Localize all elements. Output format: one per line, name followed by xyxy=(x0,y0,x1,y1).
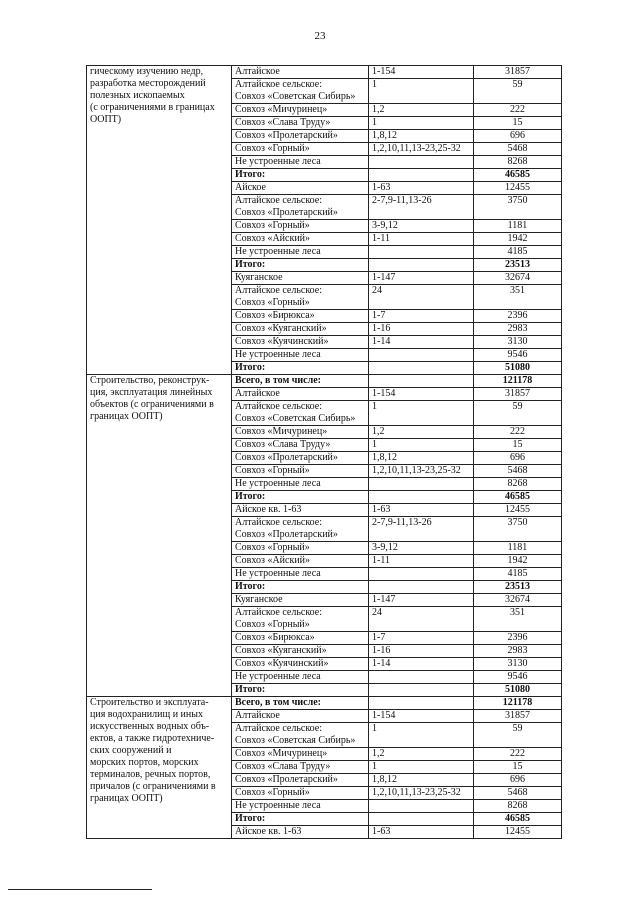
area-cell: 5468 xyxy=(474,143,562,156)
forestry-name-cell: Совхоз «Горный» xyxy=(232,542,369,555)
forestry-name-cell: Не устроенные леса xyxy=(232,800,369,813)
block-numbers-cell: 1 xyxy=(369,761,474,774)
area-cell: 121178 xyxy=(474,375,562,388)
block-numbers-cell: 1-14 xyxy=(369,658,474,671)
forestry-name-cell: Итого: xyxy=(232,362,369,375)
block-numbers-cell: 1-154 xyxy=(369,710,474,723)
area-cell: 9546 xyxy=(474,671,562,684)
forestry-name-cell: Совхоз «Пролетарский» xyxy=(232,130,369,143)
block-numbers-cell xyxy=(369,684,474,697)
block-numbers-cell xyxy=(369,697,474,710)
block-numbers-cell: 1 xyxy=(369,79,474,104)
block-numbers-cell xyxy=(369,349,474,362)
purpose-description-cell: Строительство и эксплуата- ция водохранилищ и иных искусственных водных объ- ектов, а также гидротехниче- ских сооружений и морских портов, морских терминалов, речных портов, причалов (с ограничениями в границах ООПТ) xyxy=(87,697,232,839)
area-cell: 2983 xyxy=(474,323,562,336)
forestry-name-cell: Итого: xyxy=(232,259,369,272)
area-cell: 2983 xyxy=(474,645,562,658)
forestry-name-cell: Совхоз «Горный» xyxy=(232,465,369,478)
block-numbers-cell: 1-14 xyxy=(369,336,474,349)
forestry-name-cell: Совхоз «Куячинский» xyxy=(232,336,369,349)
forestry-name-cell: Алтайское xyxy=(232,710,369,723)
block-numbers-cell xyxy=(369,375,474,388)
block-numbers-cell: 1-11 xyxy=(369,555,474,568)
block-numbers-cell: 1-154 xyxy=(369,66,474,79)
area-cell: 31857 xyxy=(474,388,562,401)
area-cell: 15 xyxy=(474,761,562,774)
area-cell: 351 xyxy=(474,607,562,632)
area-cell: 1181 xyxy=(474,220,562,233)
forestry-name-cell: Алтайское сельское: Совхоз «Горный» xyxy=(232,607,369,632)
block-numbers-cell: 1,2,10,11,13-23,25-32 xyxy=(369,465,474,478)
area-cell: 46585 xyxy=(474,169,562,182)
area-cell: 8268 xyxy=(474,478,562,491)
area-cell: 4185 xyxy=(474,568,562,581)
area-cell: 696 xyxy=(474,452,562,465)
block-numbers-cell: 1-7 xyxy=(369,632,474,645)
forestry-name-cell: Совхоз «Слава Труду» xyxy=(232,761,369,774)
area-cell: 2396 xyxy=(474,310,562,323)
forestry-name-cell: Не устроенные леса xyxy=(232,156,369,169)
area-cell: 1942 xyxy=(474,233,562,246)
block-numbers-cell: 1-154 xyxy=(369,388,474,401)
forestry-name-cell: Совхоз «Мичуринец» xyxy=(232,748,369,761)
block-numbers-cell: 1-16 xyxy=(369,645,474,658)
block-numbers-cell: 3-9,12 xyxy=(369,542,474,555)
forestry-name-cell: Алтайское сельское: Совхоз «Пролетарский» xyxy=(232,195,369,220)
block-numbers-cell xyxy=(369,156,474,169)
area-cell: 31857 xyxy=(474,710,562,723)
forestry-name-cell: Всего, в том числе: xyxy=(232,375,369,388)
area-cell: 8268 xyxy=(474,800,562,813)
forestry-name-cell: Айское xyxy=(232,182,369,195)
forestry-name-cell: Алтайское сельское: Совхоз «Советская Сибирь» xyxy=(232,401,369,426)
area-cell: 12455 xyxy=(474,826,562,839)
block-numbers-cell: 1-147 xyxy=(369,594,474,607)
forestry-name-cell: Совхоз «Горный» xyxy=(232,143,369,156)
area-cell: 3130 xyxy=(474,336,562,349)
forestry-name-cell: Совхоз «Бирюкса» xyxy=(232,632,369,645)
block-numbers-cell: 24 xyxy=(369,607,474,632)
block-numbers-cell: 1,2 xyxy=(369,104,474,117)
block-numbers-cell: 1-63 xyxy=(369,182,474,195)
area-cell: 3130 xyxy=(474,658,562,671)
forestry-name-cell: Итого: xyxy=(232,684,369,697)
block-numbers-cell: 1-16 xyxy=(369,323,474,336)
area-cell: 351 xyxy=(474,285,562,310)
forestry-name-cell: Совхоз «Куяганский» xyxy=(232,645,369,658)
area-cell: 5468 xyxy=(474,465,562,478)
block-numbers-cell: 1-147 xyxy=(369,272,474,285)
area-cell: 222 xyxy=(474,426,562,439)
block-numbers-cell: 1,2,10,11,13-23,25-32 xyxy=(369,143,474,156)
area-cell: 46585 xyxy=(474,491,562,504)
block-numbers-cell: 1 xyxy=(369,117,474,130)
block-numbers-cell: 3-9,12 xyxy=(369,220,474,233)
forestry-name-cell: Айское кв. 1-63 xyxy=(232,826,369,839)
block-numbers-cell: 1,2,10,11,13-23,25-32 xyxy=(369,787,474,800)
area-cell: 51080 xyxy=(474,684,562,697)
forestry-name-cell: Совхоз «Айский» xyxy=(232,555,369,568)
block-numbers-cell: 1-7 xyxy=(369,310,474,323)
block-numbers-cell: 1 xyxy=(369,439,474,452)
forestry-name-cell: Совхоз «Пролетарский» xyxy=(232,452,369,465)
forestry-name-cell: Совхоз «Мичуринец» xyxy=(232,426,369,439)
forestry-name-cell: Совхоз «Айский» xyxy=(232,233,369,246)
table-row xyxy=(87,697,562,710)
forestry-name-cell: Алтайское xyxy=(232,66,369,79)
forestry-name-cell: Совхоз «Мичуринец» xyxy=(232,104,369,117)
area-cell: 1942 xyxy=(474,555,562,568)
forestry-name-cell: Алтайское сельское: Совхоз «Советская Сибирь» xyxy=(232,79,369,104)
block-numbers-cell: 1-63 xyxy=(369,826,474,839)
forestry-name-cell: Итого: xyxy=(232,491,369,504)
forest-allocation-table xyxy=(86,65,562,839)
area-cell: 15 xyxy=(474,117,562,130)
area-cell: 23513 xyxy=(474,581,562,594)
block-numbers-cell: 1-11 xyxy=(369,233,474,246)
forestry-name-cell: Совхоз «Слава Труду» xyxy=(232,117,369,130)
area-cell: 696 xyxy=(474,130,562,143)
forestry-name-cell: Не устроенные леса xyxy=(232,568,369,581)
block-numbers-cell xyxy=(369,671,474,684)
area-cell: 4185 xyxy=(474,246,562,259)
area-cell: 15 xyxy=(474,439,562,452)
area-cell: 696 xyxy=(474,774,562,787)
area-cell: 5468 xyxy=(474,787,562,800)
forestry-name-cell: Совхоз «Горный» xyxy=(232,220,369,233)
block-numbers-cell: 1,8,12 xyxy=(369,130,474,143)
area-cell: 1181 xyxy=(474,542,562,555)
forestry-name-cell: Не устроенные леса xyxy=(232,246,369,259)
area-cell: 46585 xyxy=(474,813,562,826)
purpose-description-cell: гическому изучению недр, разработка месторождений полезных ископаемых (с ограничениями в границах ООПТ) xyxy=(87,66,232,375)
forestry-name-cell: Итого: xyxy=(232,581,369,594)
forestry-name-cell: Алтайское xyxy=(232,388,369,401)
block-numbers-cell: 1,8,12 xyxy=(369,452,474,465)
table-row xyxy=(87,375,562,388)
block-numbers-cell: 1-63 xyxy=(369,504,474,517)
area-cell: 32674 xyxy=(474,594,562,607)
block-numbers-cell xyxy=(369,169,474,182)
page-number: 23 xyxy=(314,30,326,42)
forestry-name-cell: Не устроенные леса xyxy=(232,671,369,684)
block-numbers-cell xyxy=(369,362,474,375)
block-numbers-cell: 2-7,9-11,13-26 xyxy=(369,195,474,220)
block-numbers-cell xyxy=(369,813,474,826)
block-numbers-cell: 1,2 xyxy=(369,426,474,439)
area-cell: 222 xyxy=(474,748,562,761)
forestry-name-cell: Айское кв. 1-63 xyxy=(232,504,369,517)
table-row xyxy=(87,66,562,79)
forestry-name-cell: Не устроенные леса xyxy=(232,349,369,362)
forestry-name-cell: Алтайское сельское: Совхоз «Пролетарский» xyxy=(232,517,369,542)
forestry-name-cell: Куяганское xyxy=(232,594,369,607)
forestry-name-cell: Совхоз «Бирюкса» xyxy=(232,310,369,323)
area-cell: 12455 xyxy=(474,504,562,517)
area-cell: 12455 xyxy=(474,182,562,195)
forestry-name-cell: Всего, в том числе: xyxy=(232,697,369,710)
forestry-name-cell: Не устроенные леса xyxy=(232,478,369,491)
forestry-name-cell: Алтайское сельское: Совхоз «Советская Сибирь» xyxy=(232,723,369,748)
block-numbers-cell: 1,2 xyxy=(369,748,474,761)
forestry-name-cell: Совхоз «Горный» xyxy=(232,787,369,800)
area-cell: 9546 xyxy=(474,349,562,362)
block-numbers-cell: 1,8,12 xyxy=(369,774,474,787)
block-numbers-cell xyxy=(369,246,474,259)
forestry-name-cell: Алтайское сельское: Совхоз «Горный» xyxy=(232,285,369,310)
block-numbers-cell: 2-7,9-11,13-26 xyxy=(369,517,474,542)
area-cell: 23513 xyxy=(474,259,562,272)
block-numbers-cell xyxy=(369,800,474,813)
footnote-separator-line xyxy=(8,889,152,890)
block-numbers-cell xyxy=(369,568,474,581)
area-cell: 8268 xyxy=(474,156,562,169)
forestry-name-cell: Куяганское xyxy=(232,272,369,285)
forestry-name-cell: Совхоз «Куяганский» xyxy=(232,323,369,336)
area-cell: 121178 xyxy=(474,697,562,710)
block-numbers-cell: 1 xyxy=(369,401,474,426)
block-numbers-cell: 24 xyxy=(369,285,474,310)
area-cell: 31857 xyxy=(474,66,562,79)
forestry-name-cell: Совхоз «Слава Труду» xyxy=(232,439,369,452)
area-cell: 2396 xyxy=(474,632,562,645)
block-numbers-cell xyxy=(369,491,474,504)
block-numbers-cell: 1 xyxy=(369,723,474,748)
forestry-name-cell: Совхоз «Куячинский» xyxy=(232,658,369,671)
area-cell: 3750 xyxy=(474,195,562,220)
forestry-name-cell: Итого: xyxy=(232,813,369,826)
forestry-name-cell: Совхоз «Пролетарский» xyxy=(232,774,369,787)
area-cell: 222 xyxy=(474,104,562,117)
area-cell: 51080 xyxy=(474,362,562,375)
block-numbers-cell xyxy=(369,259,474,272)
block-numbers-cell xyxy=(369,581,474,594)
block-numbers-cell xyxy=(369,478,474,491)
area-cell: 32674 xyxy=(474,272,562,285)
area-cell: 59 xyxy=(474,401,562,426)
forestry-name-cell: Итого: xyxy=(232,169,369,182)
area-cell: 59 xyxy=(474,79,562,104)
area-cell: 59 xyxy=(474,723,562,748)
area-cell: 3750 xyxy=(474,517,562,542)
purpose-description-cell: Строительство, реконструк- ция, эксплуатация линейных объектов (с ограничениями в границах ООПТ) xyxy=(87,375,232,697)
